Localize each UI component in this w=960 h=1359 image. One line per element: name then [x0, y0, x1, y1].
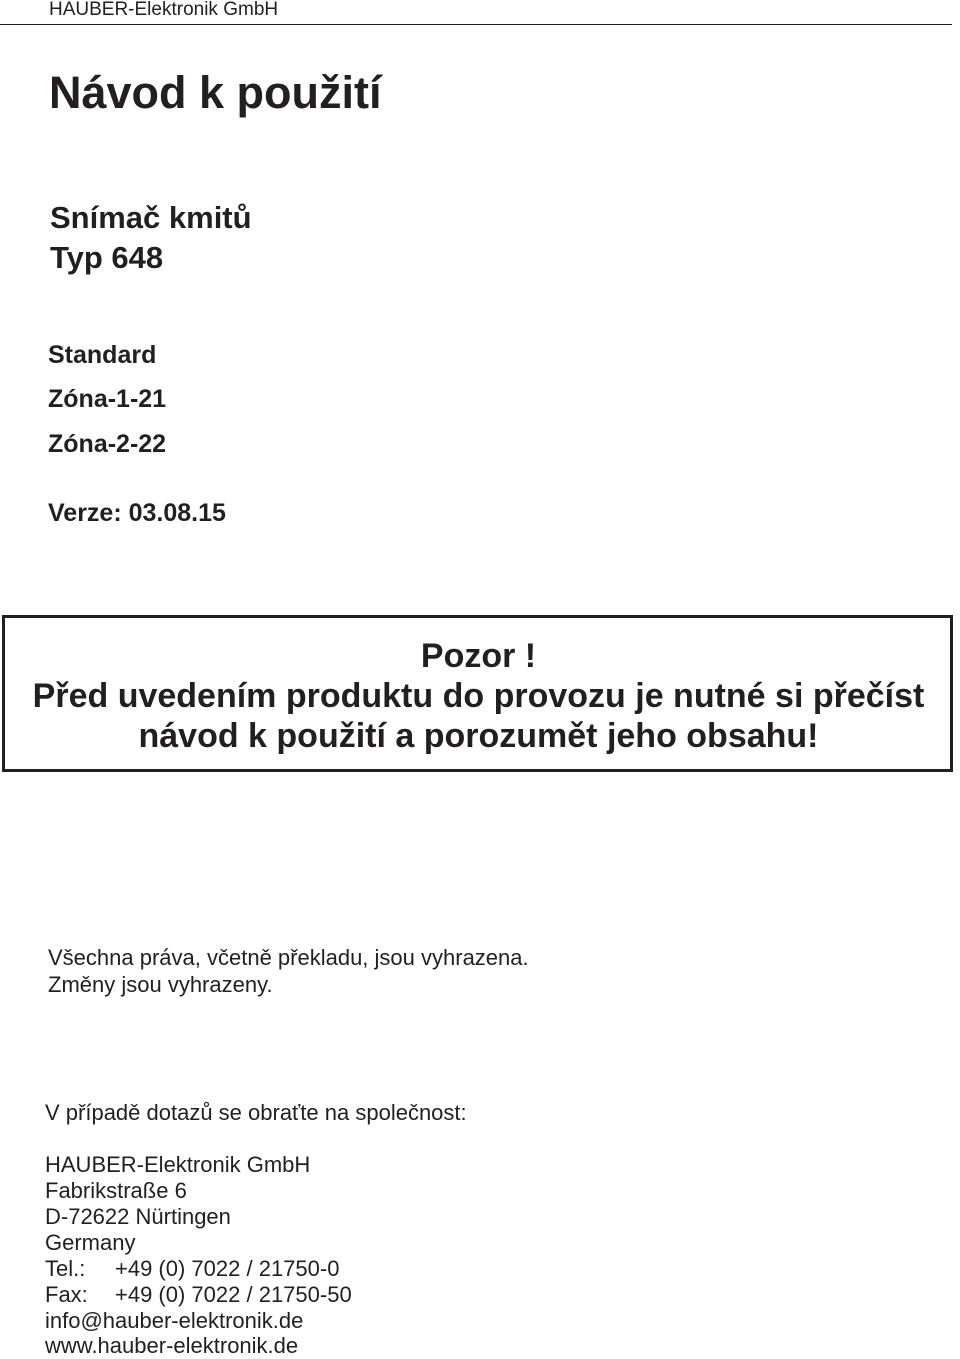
variant-zone-2-22: Zóna-2-22 — [48, 430, 167, 458]
header-company: HAUBER-Elektronik GmbH — [49, 0, 279, 20]
contact-email: info@hauber-elektronik.de — [45, 1308, 304, 1333]
warning-line-2: návod k použití a porozumět jeho obsahu! — [138, 717, 819, 755]
rights-notice: Všechna práva, včetně překladu, jsou vyhrazena. — [48, 945, 529, 970]
product-type: Typ 648 — [50, 240, 164, 275]
warning-box — [2, 615, 953, 772]
contact-intro: V případě dotazů se obraťte na společnost: — [45, 1100, 467, 1125]
contact-street: Fabrikstraße 6 — [45, 1178, 187, 1203]
phone-value: +49 (0) 7022 / 21750-0 — [115, 1256, 340, 1281]
header-divider — [0, 24, 952, 25]
variant-standard: Standard — [48, 341, 157, 369]
contact-company: HAUBER-Elektronik GmbH — [45, 1152, 311, 1177]
changes-notice: Změny jsou vyhrazeny. — [48, 972, 273, 997]
contact-website: www.hauber-elektronik.de — [45, 1333, 299, 1358]
warning-line-1: Před uvedením produktu do provozu je nutné si přečíst — [32, 677, 925, 715]
version-label: Verze: 03.08.15 — [48, 499, 226, 527]
warning-heading: Pozor ! — [420, 637, 537, 675]
fax-value: +49 (0) 7022 / 21750-50 — [115, 1282, 352, 1307]
document-title: Návod k použití — [49, 67, 382, 118]
phone-label: Tel.: — [45, 1256, 86, 1281]
variant-zone-1-21: Zóna-1-21 — [48, 385, 167, 413]
fax-label: Fax: — [45, 1282, 88, 1307]
contact-city: D-72622 Nürtingen — [45, 1204, 231, 1229]
contact-phone — [45, 1256, 339, 1282]
product-name: Snímač kmitů — [50, 200, 252, 235]
contact-fax — [45, 1282, 352, 1308]
contact-country: Germany — [45, 1230, 136, 1255]
